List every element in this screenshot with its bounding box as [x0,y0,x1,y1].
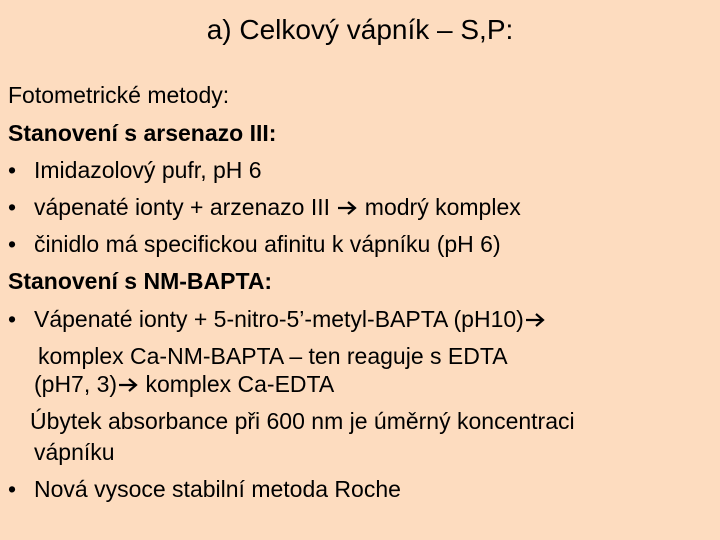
list-item [0,192,720,222]
bullet-text-row [34,304,546,334]
section-heading-arsenazo: Stanovení s arsenazo III: [8,120,277,146]
bullet-text: Vápenaté ionty + 5-nitro-5’-metyl-BAPTA (pH10) [34,306,524,332]
continuation-line: komplex Ca-NM-BAPTA – ten reaguje s EDTA [38,343,508,369]
continuation-line: vápníku [34,439,115,465]
arrow-right-icon [524,312,546,328]
continuation-line: Úbytek absorbance při 600 nm je úměrný koncentraci [30,408,575,434]
bullet-text: Imidazolový pufr, pH 6 [34,157,262,183]
bullet-text: činidlo má specifickou afinitu k vápníku (pH 6) [34,231,501,257]
bullet-text: Nová vysoce stabilní metoda Roche [34,476,401,502]
list-item [0,474,720,504]
bullet-text: komplex Ca-EDTA [145,371,335,397]
bullet-text-row [34,192,521,222]
slide-title: a) Celkový vápník – S,P: [206,14,514,45]
list-item [0,229,720,259]
list-item [0,304,720,334]
bullet-text: modrý komplex [364,194,521,220]
bullet-marker: • [8,231,17,257]
section-heading-nm-bapta: Stanovení s NM-BAPTA: [8,268,273,294]
bullet-text: (pH7, 3) [34,371,118,397]
bullet-marker: • [8,157,17,183]
continuation-line [34,369,334,399]
bullet-marker: • [8,194,17,220]
section-heading-photometric: Fotometrické metody: [8,82,230,108]
bullet-marker: • [8,306,17,332]
list-item [0,155,720,185]
arrow-right-icon [336,200,358,216]
bullet-text: vápenaté ionty + arzenazo III [34,194,331,220]
bullet-marker: • [8,476,17,502]
arrow-right-icon [117,377,139,393]
